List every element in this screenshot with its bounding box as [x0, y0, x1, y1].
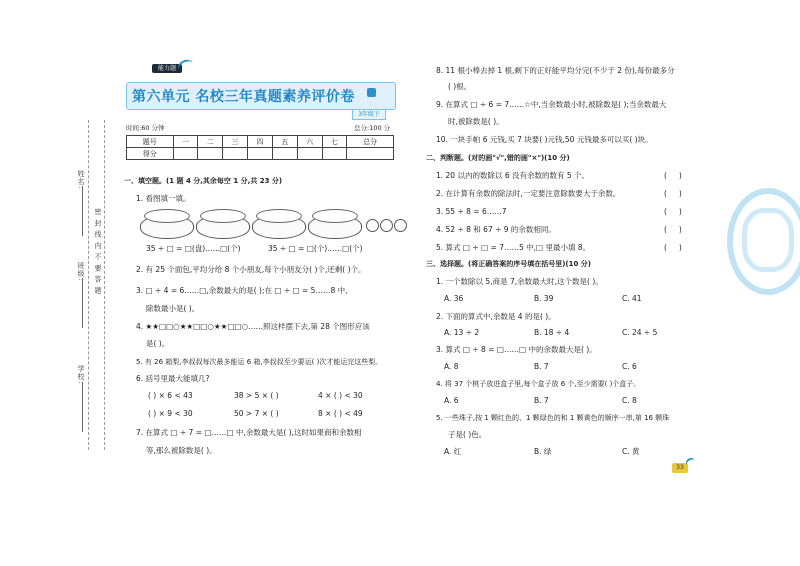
judge-answer-paren[interactable]: ( )	[664, 243, 682, 252]
section1-heading: 一、填空题。(1 题 4 分,其余每空 1 分,共 23 分)	[124, 177, 283, 185]
q9-text: 9. 在算式 □ ÷ 6 = 7……☆中,当余数最小时,被除数是( );当余数最大	[436, 100, 667, 109]
fruit-pile-icon	[256, 209, 302, 223]
badge-swoosh-icon	[176, 57, 196, 76]
q6-item: 4 × ( ) < 30	[318, 391, 363, 400]
q9-text-cont: 时,被除数是( )。	[448, 117, 504, 126]
binding-notice: 密 封 线 内 不 要 答 题	[94, 208, 102, 295]
score-cell[interactable]	[173, 148, 198, 160]
choice-question: 4. 将 37 个桃子放进盒子里,每个盒子放 6 个,至少需要( )个盒子。	[436, 380, 641, 388]
choice-option: B. 7	[534, 396, 549, 405]
choice-question-cont: 子是( )色。	[448, 430, 487, 439]
judge-item: 4. 52 ÷ 8 和 67 ÷ 9 的余数相同。	[436, 225, 556, 234]
choice-option: C. 24 ÷ 5	[622, 328, 658, 337]
score-header-cell: 题号	[127, 136, 174, 148]
apple-icon	[380, 219, 393, 232]
choice-question: 5. 一些珠子,按 1 颗红色的、1 颗绿色的和 1 颗黄色的顺序一串,第 16 颗珠	[436, 414, 670, 422]
choice-option: B. 绿	[534, 447, 552, 456]
score-header-cell: 一	[173, 136, 198, 148]
page-number: 33	[672, 463, 688, 473]
section2-heading: 二、判断题。(对的画"√",错的画"×")(10 分)	[426, 154, 570, 162]
choice-option: C. 8	[622, 396, 637, 405]
binding-name-line	[82, 186, 83, 236]
choice-option: C. 6	[622, 362, 637, 371]
choice-option: C. 黄	[622, 447, 640, 456]
q4-text: 4. ★★□□○★★□□○★★□□○……照这样摆下去,第 28 个图形应该	[136, 322, 370, 331]
choice-option: A. 13 ÷ 2	[444, 328, 480, 337]
score-header-cell: 七	[322, 136, 347, 148]
score-cell[interactable]	[198, 148, 223, 160]
binding-class-line	[82, 278, 83, 328]
watermark-stamp-inner-icon	[742, 208, 794, 272]
q6-item: 50 > 7 × ( )	[234, 409, 279, 418]
judge-answer-paren[interactable]: ( )	[664, 207, 682, 216]
judge-item: 3. 55 ÷ 8 = 6……7	[436, 207, 507, 216]
section3-heading: 三、选择题。(将正确答案的序号填在括号里)(10 分)	[426, 260, 591, 268]
q10-text: 10. 一块手帕 6 元钱,买 7 块要( )元钱,50 元钱最多可以买( )块。	[436, 135, 653, 144]
choice-option: C. 41	[622, 294, 642, 303]
top-badge: 能力题	[152, 64, 182, 73]
q8-text-cont: ( )根。	[448, 82, 472, 91]
apple-icon	[366, 219, 379, 232]
q6-item: 8 × ( ) < 49	[318, 409, 363, 418]
q1-equation-1: 35 ÷ □ = □(盘)……□(个)	[146, 244, 241, 253]
score-table-header-row	[127, 136, 394, 148]
choice-option: B. 18 ÷ 4	[534, 328, 570, 337]
total-label: 总分:100 分	[354, 124, 391, 132]
binding-name-label: 姓名:	[77, 170, 85, 190]
choice-question: 1. 一个数除以 5,商是 7,余数最大时,这个数是( )。	[436, 277, 603, 286]
judge-item: 2. 在计算有余数的除法时,一定要注意除数要大于余数。	[436, 189, 621, 198]
page-title: 第六单元 名校三年真题素养评价卷	[132, 89, 355, 105]
score-header-cell: 六	[297, 136, 322, 148]
q1-text: 1. 看图填一填。	[136, 194, 191, 203]
q3-text: 3. □ ÷ 4 = 6……□,余数最大的是( );在 □ ÷ □ = 5……8 中,	[136, 286, 348, 295]
score-table	[126, 135, 394, 160]
judge-answer-paren[interactable]: ( )	[664, 225, 682, 234]
q7-text-cont: 等,那么被除数是( )。	[146, 446, 217, 455]
judge-item: 5. 算式 □ ÷ □ = 7……5 中,□ 里最小填 8。	[436, 243, 591, 252]
binding-school-label: 学校:	[77, 365, 85, 385]
score-cell[interactable]	[248, 148, 273, 160]
score-header-cell: 三	[223, 136, 248, 148]
score-header-cell: 二	[198, 136, 223, 148]
q6-item: ( ) × 9 < 30	[148, 409, 193, 418]
choice-option: B. 7	[534, 362, 549, 371]
score-cell[interactable]	[223, 148, 248, 160]
q6-text: 6. 括号里最大能填几?	[136, 374, 210, 383]
q5-text: 5. 有 26 箱梨,李叔叔每次最多能运 6 箱,李叔叔至少要运( )次才能运完这些梨。	[136, 358, 383, 366]
binding-line-outer	[88, 120, 89, 450]
judge-item: 1. 20 以内的数除以 6 没有余数的数有 5 个。	[436, 171, 590, 180]
choice-option: A. 6	[444, 396, 459, 405]
choice-option: A. 8	[444, 362, 459, 371]
judge-answer-paren[interactable]: ( )	[664, 171, 682, 180]
score-header-cell: 五	[272, 136, 297, 148]
score-cell[interactable]	[347, 148, 394, 160]
score-header-cell: 总分	[347, 136, 394, 148]
score-table-score-row	[127, 148, 394, 160]
grade-tag: 3年级下	[352, 109, 386, 120]
apple-icon	[394, 219, 407, 232]
choice-question: 3. 算式 □ ÷ 8 = □……□ 中的余数最大是( )。	[436, 345, 597, 354]
choice-option: B. 39	[534, 294, 554, 303]
q6-item: 38 > 5 × ( )	[234, 391, 279, 400]
q6-item: ( ) × 6 < 43	[148, 391, 193, 400]
time-label: 时间:60 分钟	[126, 124, 165, 132]
fruit-pile-icon	[144, 209, 190, 223]
choice-option: A. 36	[444, 294, 464, 303]
score-row-label: 得分	[127, 148, 174, 160]
score-cell[interactable]	[272, 148, 297, 160]
q3-text-cont: 除数最小是( )。	[146, 304, 200, 313]
q4-text-cont: 是( )。	[146, 339, 170, 348]
fruit-pile-icon	[312, 209, 358, 223]
judge-answer-paren[interactable]: ( )	[664, 189, 682, 198]
score-cell[interactable]	[322, 148, 347, 160]
q2-text: 2. 有 25 个面包,平均分给 8 个小朋友,每个小朋友分( )个,还剩( )个。	[136, 265, 366, 274]
fruit-pile-icon	[200, 209, 246, 223]
choice-option: A. 红	[444, 447, 462, 456]
q7-text: 7. 在算式 □ ÷ 7 = □……□ 中,余数最大是( ),这时如果商和余数相	[136, 428, 362, 437]
score-cell[interactable]	[297, 148, 322, 160]
choice-question: 2. 下面的算式中,余数是 4 的是( )。	[436, 312, 556, 321]
plates-illustration	[140, 207, 410, 239]
binding-class-label: 班级:	[77, 262, 85, 282]
binding-line-inner	[104, 120, 105, 450]
q1-equation-2: 35 ÷ □ = □(个)……□(个)	[268, 244, 363, 253]
score-header-cell: 四	[248, 136, 273, 148]
q8-text: 8. 11 根小棒去掉 1 根,剩下的正好能平均分完(不少于 2 份),每份最多分	[436, 66, 675, 75]
title-corner-mark	[367, 88, 376, 97]
binding-school-line	[82, 382, 83, 432]
